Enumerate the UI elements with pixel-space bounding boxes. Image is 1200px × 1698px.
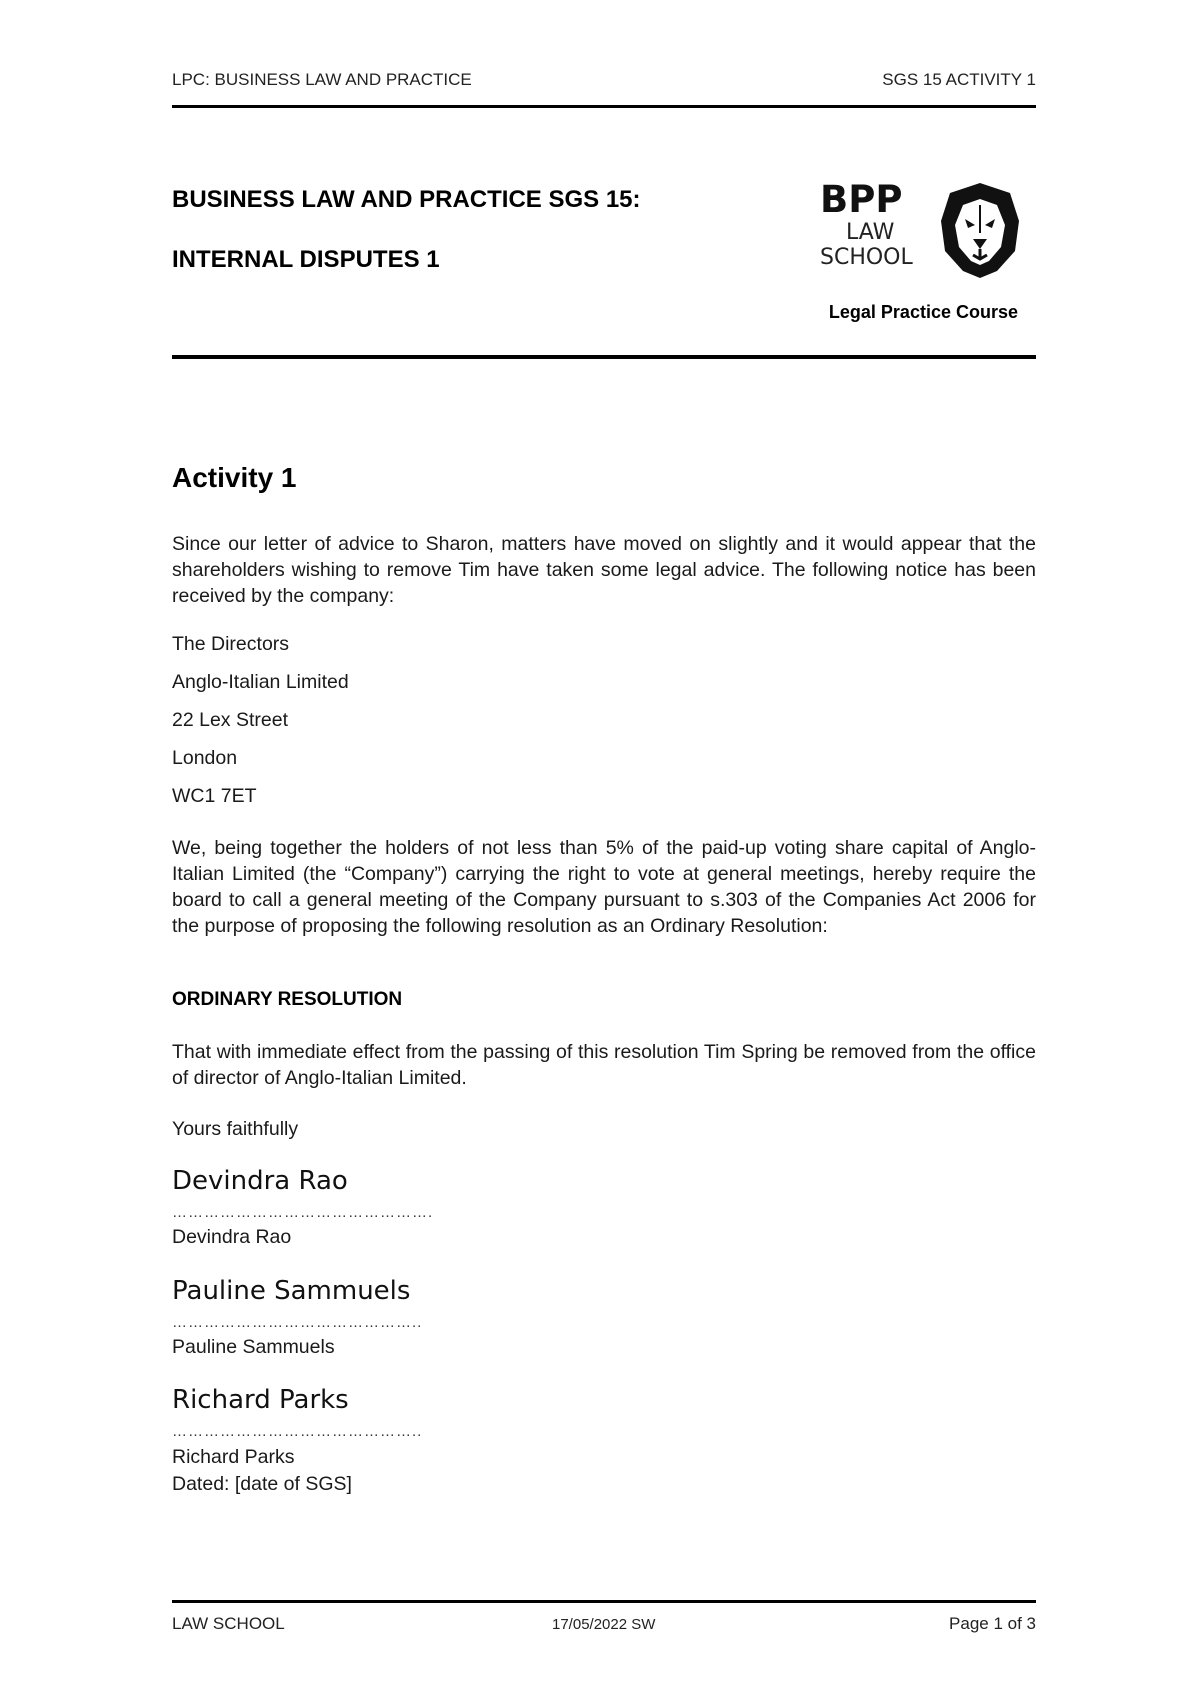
signature: Pauline Sammuels [172,1276,411,1306]
address-line: 22 Lex Street [172,709,288,731]
signatory-name: Pauline Sammuels [172,1336,335,1358]
document-title-line2: INTERNAL DISPUTES 1 [172,246,440,273]
activity-heading: Activity 1 [172,462,297,493]
address-line: Anglo-Italian Limited [172,671,349,693]
signatory-name: Richard Parks [172,1446,295,1468]
notice-body-paragraph: We, being together the holders of not less than 5% of the paid-up voting share capital of Anglo-Italian Limited (the “Company”) carrying the right to vote at general meetings, hereby require the board to call a general meeting of the Company pursuant to s.303 of the Companies Act 2006 for the purpose of proposing the following resolution as an Ordinary Resolution: [172,837,1036,937]
logo-word-law: LAW [846,220,895,245]
dated-line: Dated: [date of SGS] [172,1473,352,1495]
signature-dots: …………………………………………. [172,1204,434,1221]
signature: Devindra Rao [172,1166,348,1196]
closing-text: Yours faithfully [172,1118,299,1140]
signature-dots: ……………………………………….. [172,1423,423,1440]
logo-subtitle: Legal Practice Course [828,302,1018,322]
resolution-heading: ORDINARY RESOLUTION [172,989,403,1010]
signature-dots: ……………………………………….. [172,1314,423,1331]
bpp-logo-text [820,178,913,270]
logo-word-school: SCHOOL [820,245,913,270]
header-rule [172,105,1036,108]
document-title-line1: BUSINESS LAW AND PRACTICE SGS 15: [172,186,641,213]
signatory-name: Devindra Rao [172,1226,292,1248]
header-left: LPC: BUSINESS LAW AND PRACTICE [172,70,472,89]
logo-word-bpp: BPP [820,178,903,221]
address-line: London [172,747,238,769]
footer-page-number: Page 1 of 3 [949,1614,1036,1633]
intro-paragraph: Since our letter of advice to Sharon, matters have moved on slightly and it would appear that the shareholders wishing to remove Tim have taken some legal advice. The following notice has been received by the company: [172,533,1036,607]
resolution-text: That with immediate effect from the passing of this resolution Tim Spring be removed from the office of director of Anglo-Italian Limited. [172,1041,1036,1089]
signature: Richard Parks [172,1385,349,1415]
address-line: WC1 7ET [172,785,257,807]
header-right: SGS 15 ACTIVITY 1 [882,70,1036,89]
lion-head-icon [935,181,1025,281]
footer-center: 17/05/2022 SW [552,1616,656,1633]
footer-left: LAW SCHOOL [172,1614,285,1633]
title-rule [172,355,1036,359]
footer-rule [172,1600,1036,1603]
address-line: The Directors [172,633,290,655]
